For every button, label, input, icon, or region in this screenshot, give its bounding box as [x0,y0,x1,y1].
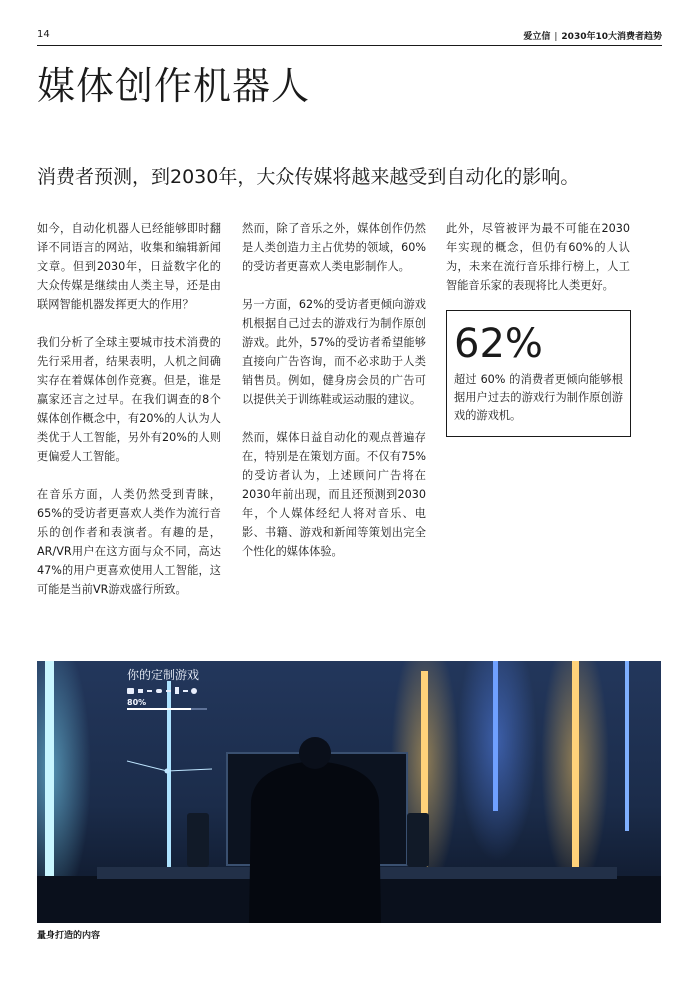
running-header [523,29,662,42]
header-separator: | [554,32,558,42]
stat-callout-box [446,310,631,437]
body-paragraph: 然而，媒体日益自动化的观点普遍存在，特别是在策划方面。不仅有75%的受访者认为，上述顾问广告将在2030年前出现，而且还预测到2030年，个人媒体经纪人将对音乐、电影、书籍、游戏和新闻等策划出完全个性化的媒体体验。 [242,431,426,558]
page-number: 14 [37,29,50,40]
image-caption: 量身打造的内容 [37,931,101,941]
stat-description: 超过 60% 的消费者更倾向能够根据用户过去的游戏行为制作原创游戏的游戏机。 [454,373,623,422]
plus-icon [166,690,171,692]
gaming-room-photo [37,661,661,923]
page-title: 媒体创作机器人 [37,64,311,108]
report-name: 2030年10大消费者趋势 [561,32,662,42]
text-column-2 [242,219,426,580]
progress-fill [127,708,191,710]
hud-node [165,769,170,774]
overlay-title: 你的定制游戏 [127,668,200,682]
minus-icon [147,690,152,692]
body-paragraph: 另一方面，62%的受访者更倾向游戏机根据自己过去的游戏行为制作原创游戏。此外，57%的受访者希望能够直接向广告咨询，而不必求助于人类销售员。例如，健身房会员的广告可以提供关于训练鞋或运动服的建议。 [242,298,426,406]
lead-paragraph: 消费者预测，到2030年，大众传媒将越来越受到自动化的影响。 [37,166,580,188]
gamepad-icon [127,688,134,694]
body-paragraph: 我们分析了全球主要城市技术消费的先行采用者，结果表明，人机之间确实存在着媒体创作竞赛。但是，谁是赢家还言之过早。在我们调查的8个媒体创作概念中，有20%的人认为人类优于人工智能，另外有20%的人则更偏爱人工智能。 [37,336,221,463]
plus-icon [183,690,188,692]
body-paragraph: 然而，除了音乐之外，媒体创作仍然是人类创造力主占优势的领域，60%的受访者更喜欢人类电影制作人。 [242,222,426,273]
text-column-3 [446,219,630,314]
body-paragraph: 此外，尽管被评为最不可能在2030年实现的概念，但仍有60%的人认为，未来在流行音乐排行榜上，人工智能音乐家的表现将比人类更好。 [446,222,630,292]
controller-icon [191,688,197,694]
body-paragraph: 在音乐方面，人类仍然受到青睐，65%的受访者更喜欢人类作为流行音乐的创作者和表演者。有趣的是，AR/VR用户在这方面与众不同，高达47%的用户更喜欢使用人工智能，这可能是当前VR游戏盛行所致。 [37,488,221,596]
joystick-icon [175,687,179,694]
card-icon [138,689,143,693]
overlay-percent: 80% [127,698,147,707]
brand-name: 爱立信 [523,32,551,42]
stat-value: 62% [454,321,543,367]
headset-icon [156,689,162,693]
controller-icons [127,687,197,694]
header-rule [37,45,662,46]
text-column-1 [37,219,221,618]
hud-line [127,761,212,771]
game-overlay [37,661,661,923]
body-paragraph: 如今，自动化机器人已经能够即时翻译不同语言的网站，收集和编辑新闻文章。但到2030年，日益数字化的大众传媒是继续由人类主导，还是由联网智能机器发挥更大的作用？ [37,222,221,311]
